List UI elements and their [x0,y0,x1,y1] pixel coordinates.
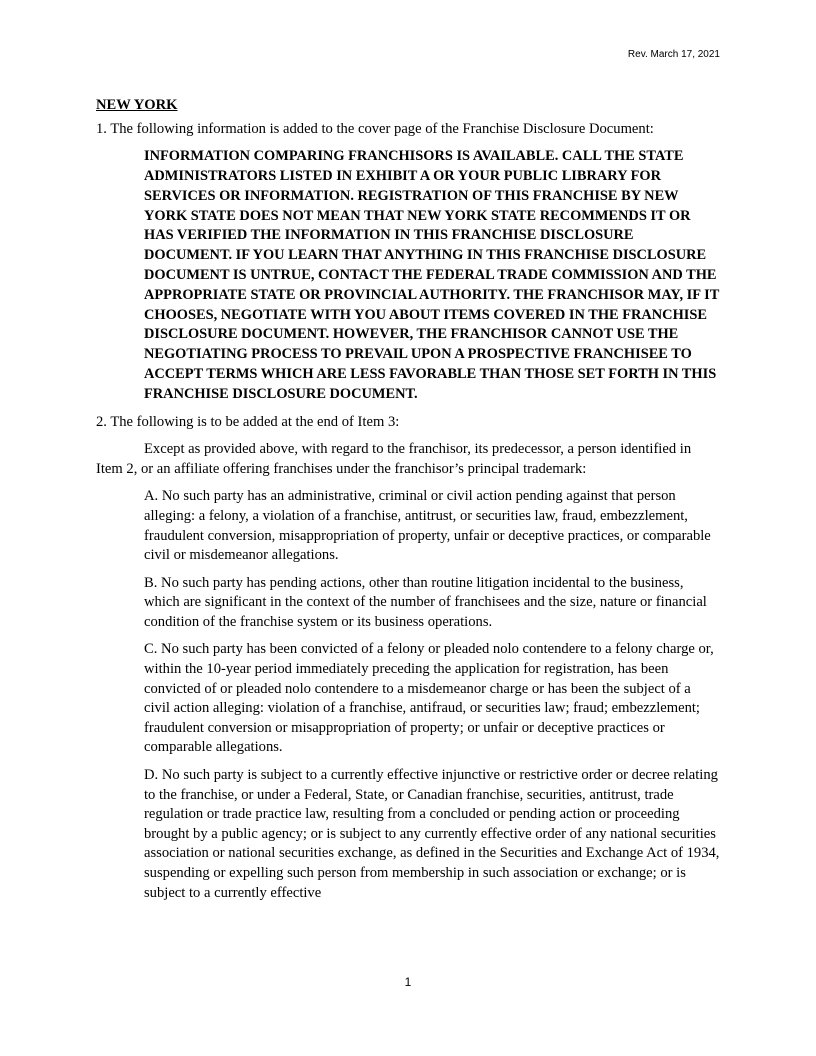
item-2-text: 2. The following is to be added at the end of Item 3: [96,413,400,430]
cover-page-notice: INFORMATION COMPARING FRANCHISORS IS AVAILABLE. CALL THE STATE ADMINISTRATORS LISTED IN EXHIBIT A OR YOUR PUBLIC LIBRARY FOR SERVICES OR INFORMATION. REGISTRATION OF THIS FRANCHISE BY NEW YORK STATE DOES NOT MEAN THAT NEW YORK STATE RECOMMENDS IT OR HAS VERIFIED THE INFORMATION IN THIS FRANCHISE DISCLOSURE DOCUMENT. IF YOU LEARN THAT ANYTHING IN THIS FRANCHISE DISCLOSURE DOCUMENT IS UNTRUE, CONTACT THE FEDERAL TRADE COMMISSION AND THE APPROPRIATE STATE OR PROVINCIAL AUTHORITY. THE FRANCHISOR MAY, IF IT CHOOSES, NEGOTIATE WITH YOU ABOUT ITEMS COVERED IN THE FRANCHISE DISCLOSURE DOCUMENT. HOWEVER, THE FRANCHISOR CANNOT USE THE NEGOTIATING PROCESS TO PREVAIL UPON A PROSPECTIVE FRANCHISEE TO ACCEPT TERMS WHICH ARE LESS FAVORABLE THAN THOSE SET FORTH IN THIS FRANCHISE DISCLOSURE DOCUMENT. [144,148,720,402]
clause-b: B. No such party has pending actions, other than routine litigation incidental to the business, which are significant in the context of the number of franchisees and the size, nature or financial condition of the franchise system or its business operations. [144,574,707,630]
clause-a: A. No such party has an administrative, criminal or civil action pending against that person alleging: a felony, a violation of a franchise, antitrust, or securities law, fraud, embezzlement, fraudulent conversion, misappropriation of property, unfair or deceptive practices, or comparable civil or misdemeanor allegations. [144,488,711,564]
page-number: 1 [404,975,412,989]
revision-date: Rev. March 17, 2021 [627,49,720,60]
clause-c: C. No such party has been convicted of a felony or pleaded nolo contendere to a felony charge or, within the 10-year period immediately preceding the application for registration, has been convicted of or pleaded nolo contendere to a misdemeanor charge or has been the subject of a civil action alleging: violation of a franchise, antifraud, or securities law; fraud; embezzlement; fraudulent conversion or misappropriation of property; or unfair or deceptive practices or comparable allegations. [144,641,714,756]
document-body [96,96,720,911]
section-title: NEW YORK [96,97,178,113]
item-3-intro: Except as provided above, with regard to the franchisor, its predecessor, a person identified in Item 2, or an affiliate offering franchises under the franchisor’s principal trademark: [96,441,692,477]
item-1-text: 1. The following information is added to the cover page of the Franchise Disclosure Document: [96,120,654,137]
clause-d: D. No such party is subject to a currently effective injunctive or restrictive order or decree relating to the franchise, or under a Federal, State, or Canadian franchise, securities, antitrust, trade regulation or trade practice law, resulting from a concluded or pending action or proceeding brought by a public agency; or is subject to any currently effective order of any national securities association or national securities exchange, as defined in the Securities and Exchange Act of 1934, suspending or expelling such person from membership in such association or exchange; or is subject to a currently effective [144,767,720,901]
